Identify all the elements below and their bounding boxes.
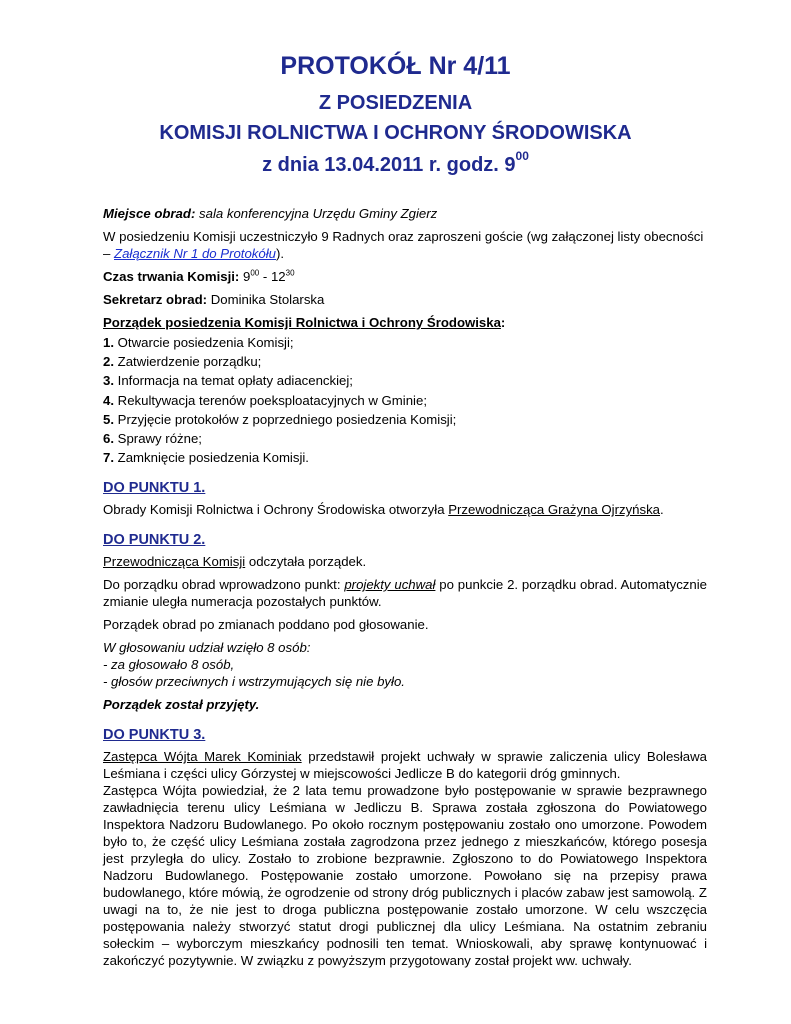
agenda-text: Informacja na temat opłaty adiacenckiej; [117,373,353,389]
list-item [103,353,707,370]
attachment-link[interactable]: Załącznik Nr 1 do Protokółu [114,246,277,261]
vote-result: Porządek został przyjęty. [103,697,260,713]
protocol-title: PROTOKÓŁ Nr 4/11 [280,52,511,80]
protocol-subtitle: Z POSIEDZENIA [318,92,473,114]
agenda-title: Porządek posiedzenia Komisji Rolnictwa i Ochrony Środowiska [103,315,501,330]
secretary-label: Sekretarz obrad: [103,292,208,307]
sec1-person: Przewodnicząca Grażyna Ojrzyńska [448,502,661,518]
vote-line-3: - głosów przeciwnych i wstrzymujących się nie było. [103,674,405,690]
duration-start-sup: 00 [250,268,260,278]
section-3-heading: DO PUNKTU 3. [103,727,206,744]
duration-start: 9 [242,269,251,284]
sec3-person: Zastępca Wójta Marek Kominiak [103,749,302,765]
place-label: Miejsce obrad: [103,206,196,221]
place-value: sala konferencyjna Urzędu Gminy Zgierz [199,206,438,221]
section-3-p2: Zastępca Wójta powiedział, że 2 lata temu prowadzone było postępowanie w sprawie bezprawnego zawładnięcia terenu ulicy Leśmiana w Jedliczu B. Sprawa została zgłoszona do Powiatowego Inspektora Nadzoru Budowlanego. Po około rocznym postępowaniu zostało ono umorzone. Powodem było to, że część ulicy Leśmiana została zagrodzona przez jednego z mieszkańców, którego posesja jest przyległa do ulicy. Zostało to zrobione bezprawnie. Zgłoszono to do Powiatowego Inspektora Nadzoru Budowlanego. Postępowanie zostało umorzone. Powołano się na przepisy prawa budowlanego, które mówią, że ogrodzenie od strony dróg publicznych i placów zabaw jest samowolą. Z uwagi na to, że nie jest to droga publiczna postępowanie zostało umorzone. W celu wszczęcia postępowania należy stworzyć statut drogi publicznej dla ulicy Leśmiana. Na ostatnim zebraniu sołeckim – wyborczym mieszkańcy podnosili ten temat. Wnioskowali, aby sprawę kontynuować i zakończyć pozytywnie. W związku z powyższym przygotowany został projekt ww. uchwały. [103,783,707,969]
agenda-number: 2. [103,354,114,370]
attendance-paragraph [103,228,707,262]
agenda-number: 7. [103,450,114,466]
duration-label: Czas trwania Komisji: [103,269,240,284]
duration-sep: - 12 [259,269,286,284]
meeting-duration [103,268,707,285]
agenda-text: Sprawy różne; [117,430,202,446]
sec1-end: . [660,502,664,518]
section-3-p1 [103,748,707,782]
section-2-p2 [103,576,707,610]
sec2-person: Przewodnicząca Komisji [103,554,246,570]
agenda-text: Przyjęcie protokołów z poprzedniego posiedzenia Komisji; [117,411,457,427]
protocol-body [103,205,707,969]
section-2-heading: DO PUNKTU 2. [103,532,206,549]
sec2-p2-a: Do porządku obrad wprowadzono punkt: [103,577,341,593]
section-1-heading: DO PUNKTU 1. [103,480,206,497]
agenda-colon: : [500,315,506,330]
sec2-p1-rest: odczytała porządek. [248,554,367,570]
meeting-time-sup: 00 [515,149,529,164]
list-item [103,334,707,351]
list-item [103,449,707,466]
duration-end-sup: 30 [285,268,295,278]
sec3-p1-rest: przedstawił projekt uchwały w sprawie zaliczenia ulicy Bolesława Leśmiana i części ulicy Górzystej w miejscowości Jedlicze B do kategorii dróg gminnych. [103,749,708,782]
vote-line-2: - za głosowało 8 osób, [103,657,235,673]
sec1-text: Obrady Komisji Rolnictwa i Ochrony Środowiska otworzyła [103,502,445,518]
meeting-date [0,149,791,177]
sec2-p2-em: projekty uchwał [344,577,436,593]
section-2-p1 [103,553,707,570]
agenda-text: Zatwierdzenie porządku; [117,354,262,370]
agenda-text: Rekultywacja terenów poeksploatacyjnych w Gminie; [117,392,427,408]
section-2-p3: Porządek obrad po zmianach poddano pod głosowanie. [103,617,429,633]
list-item [103,411,707,428]
sec2-p2-b: po punkcie 2. porządku obrad. Automatycznie zmianie uległa numeracja pozostałych punktów. [103,577,707,610]
agenda-text: Zamknięcie posiedzenia Komisji. [117,450,309,466]
agenda-heading [103,314,707,331]
agenda-list [103,334,707,466]
list-item [103,392,707,409]
meeting-date-text: z dnia 13.04.2011 r. godz. 9 [262,154,516,176]
vote-line-1: W głosowaniu udział wzięło 8 osób: [103,640,311,656]
meeting-secretary [103,291,707,308]
section-1-text [103,501,707,518]
meeting-place [103,205,707,222]
agenda-number: 5. [103,411,114,427]
list-item [103,372,707,389]
agenda-number: 4. [103,392,114,408]
secretary-value: Dominika Stolarska [210,292,325,307]
agenda-number: 1. [103,335,114,350]
agenda-number: 3. [103,373,114,389]
agenda-number: 6. [103,430,114,446]
committee-name: KOMISJI ROLNICTWA I OCHRONY ŚRODOWISKA [159,122,632,144]
attendance-text: W posiedzeniu Komisji uczestniczyło 9 Radnych oraz zaproszeni goście (wg załączonej listy obecności – [103,229,704,261]
list-item [103,430,707,447]
agenda-text: Otwarcie posiedzenia Komisji; [117,335,294,350]
attendance-end: ). [276,246,285,261]
